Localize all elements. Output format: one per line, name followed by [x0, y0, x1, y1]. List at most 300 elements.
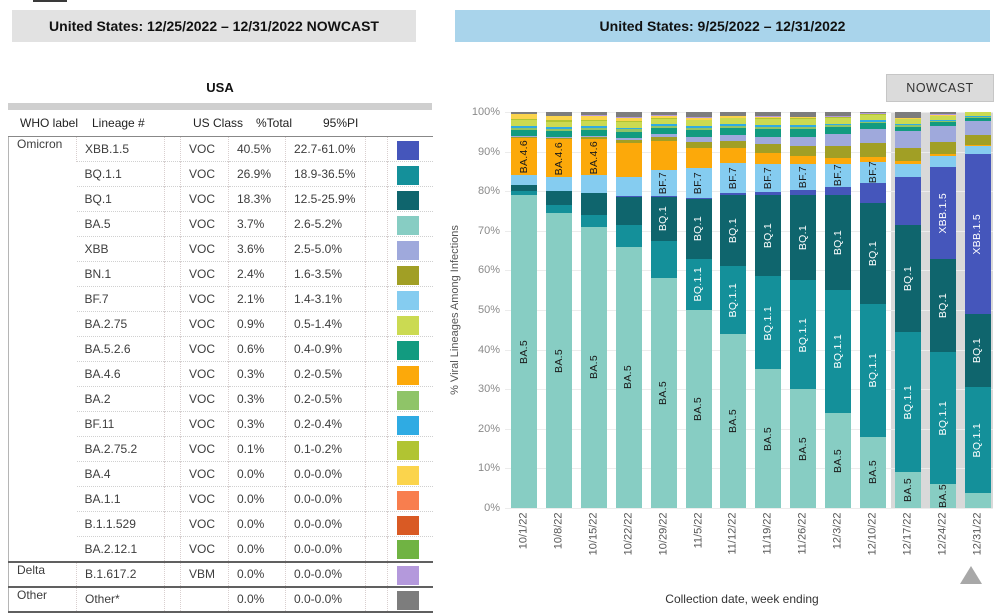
- pi-cell: 12.5-25.9%: [286, 187, 366, 212]
- total-cell: 0.0%: [229, 537, 286, 562]
- lineage-proportion-table: [8, 136, 432, 613]
- bar-segment-label: BA.5: [936, 484, 949, 509]
- swatch-cell: [388, 287, 433, 312]
- bar-segment[interactable]: [825, 127, 851, 134]
- bar-segment[interactable]: [755, 164, 781, 192]
- lineage-color-swatch: [397, 441, 419, 460]
- bar-segment[interactable]: [511, 195, 537, 508]
- chart-title: United States: 9/25/2022 – 12/31/2022: [455, 10, 990, 42]
- bar-segment-label: BQ.1.1: [727, 282, 740, 318]
- bar-segment[interactable]: [790, 146, 816, 156]
- chart-bar[interactable]: [686, 112, 712, 508]
- bar-segment[interactable]: [616, 247, 642, 508]
- bar-segment-label: BQ.1: [866, 241, 879, 267]
- bar-segment-label: BA.5: [762, 426, 775, 451]
- bar-segment[interactable]: [755, 276, 781, 369]
- bar-segment[interactable]: [686, 130, 712, 137]
- spacer-cell: [165, 537, 181, 562]
- bar-segment-label: BF.7: [866, 161, 879, 184]
- y-tick-label: 40%: [477, 343, 500, 356]
- lineage-color-swatch: [397, 191, 419, 210]
- lineage-color-swatch: [397, 166, 419, 185]
- pi-cell: 22.7-61.0%: [286, 137, 366, 162]
- y-tick-label: 10%: [477, 462, 500, 475]
- bar-segment-label: BA.5: [831, 448, 844, 473]
- spacer-cell: [165, 187, 181, 212]
- spacer-cell: [165, 437, 181, 462]
- lineage-color-swatch: [397, 516, 419, 535]
- swatch-cell: [388, 237, 433, 262]
- bar-segment-label: BF.7: [831, 164, 844, 187]
- bar-segment[interactable]: [930, 142, 956, 153]
- lineage-table-body: [9, 137, 433, 612]
- spacer-cell: [366, 562, 388, 587]
- col-header-class: US Class: [193, 116, 244, 130]
- us-class-cell: VOC: [181, 312, 229, 337]
- swatch-cell: [388, 387, 433, 412]
- total-cell: 0.1%: [229, 437, 286, 462]
- total-cell: 2.1%: [229, 287, 286, 312]
- lineage-color-swatch: [397, 291, 419, 310]
- bar-segment[interactable]: [755, 153, 781, 164]
- lineage-color-swatch: [397, 391, 419, 410]
- lineage-cell: BA.2.12.1: [77, 537, 165, 562]
- table-column-headers: [8, 114, 432, 136]
- bar-segment[interactable]: [720, 128, 746, 135]
- bar-segment-label: BQ.1: [727, 218, 740, 244]
- us-class-cell: VOC: [181, 487, 229, 512]
- bar-segment[interactable]: [581, 227, 607, 508]
- spacer-cell: [366, 387, 388, 412]
- spacer-cell: [165, 337, 181, 362]
- us-class-cell: VOC: [181, 437, 229, 462]
- bar-segment-label: BQ.1.1: [936, 400, 949, 436]
- total-cell: 18.3%: [229, 187, 286, 212]
- bar-segment[interactable]: [511, 175, 537, 185]
- bar-segment[interactable]: [755, 369, 781, 508]
- us-class-cell: VOC: [181, 537, 229, 562]
- bar-segment[interactable]: [895, 148, 921, 161]
- bar-segment[interactable]: [790, 156, 816, 164]
- total-cell: 26.9%: [229, 162, 286, 187]
- x-tick-label: 11/26/22: [796, 512, 809, 555]
- bar-segment-label: BQ.1: [657, 206, 670, 232]
- spacer-cell: [366, 412, 388, 437]
- bar-segment[interactable]: [930, 259, 956, 352]
- bar-segment[interactable]: [790, 129, 816, 137]
- bar-segment[interactable]: [825, 187, 851, 195]
- x-tick-label: 12/31/22: [971, 512, 984, 556]
- bar-segment[interactable]: [790, 389, 816, 508]
- x-axis-title: Collection date, week ending: [665, 592, 819, 606]
- us-class-cell: VOC: [181, 512, 229, 537]
- bar-segment[interactable]: [825, 164, 851, 188]
- bar-segment-label: BA.5: [727, 408, 740, 433]
- bar-segment[interactable]: [686, 199, 712, 258]
- total-cell: 3.6%: [229, 237, 286, 262]
- bar-segment[interactable]: [965, 146, 991, 154]
- lineage-color-swatch: [397, 416, 419, 435]
- bar-segment-label: BF.7: [762, 166, 775, 189]
- chart-bar[interactable]: [616, 112, 642, 508]
- bar-segment-label: BA.5: [657, 381, 670, 406]
- bar-segment[interactable]: [860, 129, 886, 142]
- bar-segment[interactable]: [616, 225, 642, 247]
- lineage-color-swatch: [397, 466, 419, 485]
- us-class-cell: VOC: [181, 162, 229, 187]
- pi-cell: 1.6-3.5%: [286, 262, 366, 287]
- bar-segment[interactable]: [581, 193, 607, 215]
- lineage-color-swatch: [397, 316, 419, 335]
- x-tick-label: 12/10/22: [866, 512, 879, 556]
- bar-segment-label: XBB.1.5: [936, 192, 949, 234]
- bar-segment-label: BF.7: [657, 172, 670, 195]
- bar-segment[interactable]: [860, 143, 886, 157]
- pi-cell: 2.5-5.0%: [286, 237, 366, 262]
- chart-bar[interactable]: [651, 112, 677, 508]
- total-cell: 0.0%: [229, 587, 286, 612]
- pi-cell: 0.1-0.2%: [286, 437, 366, 462]
- lineage-cell: BF.11: [77, 412, 165, 437]
- us-class-cell: VOC: [181, 362, 229, 387]
- chart-bar[interactable]: [720, 112, 746, 508]
- x-tick-label: 10/8/22: [552, 512, 565, 550]
- lineage-cell: BA.4.6: [77, 362, 165, 387]
- bar-segment[interactable]: [686, 310, 712, 508]
- us-class-cell: VOC: [181, 187, 229, 212]
- bar-segment-label: BQ.1: [692, 216, 705, 242]
- lineage-color-swatch: [397, 566, 419, 585]
- bar-segment-label: BA.4.6: [587, 140, 600, 174]
- bar-segment-label: BA.5: [901, 478, 914, 503]
- x-tick-label: 10/22/22: [622, 512, 635, 556]
- bar-segment-label: BF.7: [692, 171, 705, 194]
- spacer-cell: [165, 262, 181, 287]
- y-tick-label: 80%: [477, 185, 500, 198]
- bar-segment[interactable]: [720, 266, 746, 333]
- x-tick-label: 10/1/22: [517, 512, 530, 550]
- bar-segment[interactable]: [860, 203, 886, 304]
- chart-bar[interactable]: [895, 112, 921, 508]
- swatch-cell: [388, 362, 433, 387]
- bar-segment[interactable]: [546, 177, 572, 191]
- lineage-cell: BA.2.75: [77, 312, 165, 337]
- pi-cell: 1.4-3.1%: [286, 287, 366, 312]
- chart-bar[interactable]: [755, 112, 781, 508]
- bar-segment-label: BA.4.6: [517, 139, 530, 174]
- us-class-cell: VOC: [181, 412, 229, 437]
- spacer-cell: [165, 387, 181, 412]
- lineage-cell: B.1.1.529: [77, 512, 165, 537]
- pi-cell: 0.2-0.4%: [286, 412, 366, 437]
- spacer-cell: [366, 437, 388, 462]
- y-tick-label: 30%: [477, 383, 500, 396]
- swatch-cell: [388, 537, 433, 562]
- x-tick-label: 11/19/22: [761, 512, 774, 555]
- pi-cell: 0.4-0.9%: [286, 337, 366, 362]
- bar-segment-label: BQ.1.1: [762, 305, 775, 341]
- spacer-cell: [165, 212, 181, 237]
- x-tick-label: 10/15/22: [587, 512, 600, 556]
- bar-segment-label: BQ.1.1: [692, 267, 705, 302]
- bar-segment[interactable]: [790, 137, 816, 147]
- bar-segment-label: BF.7: [727, 166, 740, 190]
- bar-segment[interactable]: [860, 304, 886, 437]
- bar-segment[interactable]: [546, 139, 572, 177]
- spacer-cell: [165, 237, 181, 262]
- lineage-color-swatch: [397, 241, 419, 260]
- chart-bar[interactable]: [825, 112, 851, 508]
- lineage-cell: BA.5: [77, 212, 165, 237]
- spacer-cell: [366, 237, 388, 262]
- bar-segment-label: XBB.1.5: [971, 213, 984, 255]
- bar-segment[interactable]: [930, 126, 956, 142]
- x-tick-label: 11/12/22: [726, 512, 739, 555]
- x-tick-label: 11/5/22: [692, 512, 704, 549]
- lineage-cell: XBB.1.5: [77, 137, 165, 162]
- nowcast-button[interactable]: NOWCAST: [886, 74, 994, 102]
- spacer-cell: [366, 537, 388, 562]
- bar-segment[interactable]: [930, 352, 956, 485]
- bar-segment-label: BA.5: [692, 397, 705, 421]
- window-edge-artifact: [33, 0, 67, 2]
- pi-cell: 0.0-0.0%: [286, 587, 366, 612]
- spacer-cell: [165, 487, 181, 512]
- bar-segment[interactable]: [546, 191, 572, 205]
- spacer-cell: [366, 462, 388, 487]
- y-tick-label: 70%: [477, 224, 500, 237]
- table-top-divider: [8, 103, 432, 110]
- bar-segment-label: BQ.1: [936, 292, 949, 318]
- bar-segment[interactable]: [965, 493, 991, 508]
- bar-segment-label: BA.5: [552, 348, 565, 373]
- bar-segment[interactable]: [616, 177, 642, 197]
- table-row: [9, 137, 433, 162]
- bar-segment[interactable]: [895, 225, 921, 332]
- bar-segment-label: BQ.1.1: [901, 384, 914, 420]
- bar-segment-label: BA.5: [796, 436, 809, 461]
- x-tick-label: 12/3/22: [831, 512, 844, 550]
- bar-segment[interactable]: [790, 280, 816, 389]
- x-tick-label: 10/29/22: [657, 512, 670, 556]
- spacer-cell: [165, 462, 181, 487]
- chart-bar[interactable]: [511, 112, 537, 508]
- lineage-color-swatch: [397, 341, 419, 360]
- bar-segment[interactable]: [825, 290, 851, 413]
- swatch-cell: [388, 137, 433, 162]
- who-label-cell: Delta: [9, 562, 77, 587]
- bar-segment[interactable]: [720, 195, 746, 266]
- who-label-cell: Other: [9, 587, 77, 612]
- bar-segment-label: BQ.1.1: [971, 422, 984, 458]
- bar-segment[interactable]: [825, 146, 851, 158]
- total-cell: 3.7%: [229, 212, 286, 237]
- bar-segment[interactable]: [755, 129, 781, 137]
- y-tick-label: 20%: [477, 422, 500, 435]
- bar-segment[interactable]: [965, 154, 991, 314]
- bar-segment[interactable]: [930, 167, 956, 258]
- bar-segment[interactable]: [895, 332, 921, 473]
- nowcast-table-title: United States: 12/25/2022 – 12/31/2022 NOWCAST: [12, 10, 416, 42]
- lineage-color-swatch: [397, 216, 419, 235]
- spacer-cell: [366, 487, 388, 512]
- spacer-cell: [366, 587, 388, 612]
- total-cell: 0.3%: [229, 412, 286, 437]
- bar-segment[interactable]: [651, 278, 677, 508]
- y-tick-label: 90%: [477, 145, 500, 158]
- swatch-cell: [388, 462, 433, 487]
- swatch-cell: [388, 437, 433, 462]
- total-cell: 0.0%: [229, 562, 286, 587]
- lineage-cell: BA.2.75.2: [77, 437, 165, 462]
- pi-cell: 0.0-0.0%: [286, 462, 366, 487]
- bar-segment[interactable]: [755, 195, 781, 276]
- total-cell: 0.9%: [229, 312, 286, 337]
- pi-cell: 0.0-0.0%: [286, 512, 366, 537]
- bar-segment[interactable]: [546, 213, 572, 508]
- col-header-pi: 95%PI: [323, 116, 359, 130]
- swatch-cell: [388, 187, 433, 212]
- bar-segment[interactable]: [616, 197, 642, 225]
- bar-segment[interactable]: [581, 139, 607, 175]
- spacer-cell: [366, 212, 388, 237]
- swatch-cell: [388, 412, 433, 437]
- lineage-cell: BA.1.1: [77, 487, 165, 512]
- bar-segment[interactable]: [965, 135, 991, 145]
- bar-segment[interactable]: [686, 148, 712, 168]
- bar-segment[interactable]: [965, 314, 991, 386]
- bar-segment[interactable]: [825, 413, 851, 508]
- bar-segment[interactable]: [755, 144, 781, 153]
- bar-segment-label: BA.5: [517, 339, 530, 364]
- pi-cell: 18.9-36.5%: [286, 162, 366, 187]
- total-cell: 0.0%: [229, 487, 286, 512]
- bar-segment[interactable]: [720, 148, 746, 163]
- bar-segment[interactable]: [825, 134, 851, 146]
- lineage-cell: B.1.617.2: [77, 562, 165, 587]
- pi-cell: 0.0-0.0%: [286, 537, 366, 562]
- bar-segment[interactable]: [860, 437, 886, 508]
- swatch-cell: [388, 312, 433, 337]
- bar-segment[interactable]: [825, 195, 851, 290]
- us-class-cell: VOC: [181, 137, 229, 162]
- y-tick-label: 50%: [477, 304, 500, 316]
- bar-segment-label: BQ.1: [901, 265, 914, 291]
- chart-bar[interactable]: [581, 112, 607, 508]
- us-class-cell: VOC: [181, 212, 229, 237]
- spacer-cell: [165, 137, 181, 162]
- bar-segment[interactable]: [651, 170, 677, 196]
- bar-segment[interactable]: [651, 197, 677, 241]
- bar-segment-label: BQ.1: [831, 230, 844, 256]
- bar-segment[interactable]: [965, 387, 991, 494]
- bar-segment[interactable]: [511, 138, 537, 176]
- bar-segment[interactable]: [581, 215, 607, 227]
- us-class-cell: VOC: [181, 337, 229, 362]
- bar-segment[interactable]: [546, 205, 572, 213]
- bar-segment[interactable]: [686, 168, 712, 198]
- bar-segment[interactable]: [581, 175, 607, 193]
- bar-segment-label: BQ.1.1: [866, 353, 879, 388]
- bar-segment[interactable]: [860, 162, 886, 184]
- bar-segment[interactable]: [720, 141, 746, 148]
- spacer-cell: [366, 312, 388, 337]
- swatch-cell: [388, 337, 433, 362]
- pi-cell: 0.0-0.0%: [286, 562, 366, 587]
- bar-segment[interactable]: [755, 137, 781, 145]
- us-class-cell: VOC: [181, 287, 229, 312]
- lineage-cell: BQ.1: [77, 187, 165, 212]
- lineage-cell: BF.7: [77, 287, 165, 312]
- bar-segment[interactable]: [860, 183, 886, 203]
- bar-segment[interactable]: [616, 143, 642, 177]
- bar-segment[interactable]: [930, 156, 956, 168]
- bar-segment[interactable]: [651, 241, 677, 279]
- lineage-cell: BN.1: [77, 262, 165, 287]
- spacer-cell: [366, 137, 388, 162]
- total-cell: 0.3%: [229, 387, 286, 412]
- bar-segment-label: BQ.1: [762, 223, 775, 249]
- lineage-color-swatch: [397, 591, 419, 610]
- chart-bar[interactable]: [930, 112, 956, 508]
- swatch-cell: [388, 262, 433, 287]
- total-cell: 0.6%: [229, 337, 286, 362]
- table-row: [9, 587, 433, 612]
- swatch-cell: [388, 587, 433, 612]
- y-tick-label: 60%: [477, 264, 500, 277]
- bar-segment[interactable]: [720, 334, 746, 508]
- x-tick-label: 12/17/22: [901, 512, 914, 556]
- stacked-bar-plot: [505, 112, 993, 508]
- bar-segment-label: BQ.1.1: [831, 334, 844, 369]
- bar-segment[interactable]: [965, 121, 991, 135]
- chart-bar[interactable]: [546, 112, 572, 508]
- col-header-total: %Total: [256, 116, 293, 130]
- col-header-lineage: Lineage #: [92, 116, 145, 130]
- bar-segment-label: BF.7: [796, 166, 809, 189]
- bar-segment-label: BA.5: [622, 365, 635, 390]
- swatch-cell: [388, 162, 433, 187]
- bar-segment[interactable]: [930, 484, 956, 508]
- chart-bar[interactable]: [790, 112, 816, 508]
- bar-segment[interactable]: [686, 259, 712, 310]
- y-axis-ticks: [450, 106, 500, 514]
- bar-segment[interactable]: [895, 472, 921, 508]
- col-header-who: WHO label: [20, 116, 79, 130]
- lineage-cell: XBB: [77, 237, 165, 262]
- us-class-cell: VOC: [181, 387, 229, 412]
- bar-segment[interactable]: [895, 131, 921, 148]
- bar-segment-label: BA.4.6: [552, 141, 565, 175]
- chart-bar[interactable]: [965, 112, 991, 508]
- bar-segment[interactable]: [895, 164, 921, 178]
- swatch-cell: [388, 512, 433, 537]
- table-row: [9, 562, 433, 587]
- bar-segment[interactable]: [720, 163, 746, 193]
- lineage-cell: BA.4: [77, 462, 165, 487]
- total-cell: 40.5%: [229, 137, 286, 162]
- bar-segment[interactable]: [651, 141, 677, 171]
- bar-segment-label: BQ.1.1: [796, 317, 809, 352]
- bar-segment[interactable]: [895, 177, 921, 225]
- chart-bar[interactable]: [860, 112, 886, 508]
- bar-segment[interactable]: [790, 195, 816, 280]
- bar-segment[interactable]: [790, 164, 816, 190]
- swatch-cell: [388, 212, 433, 237]
- pi-cell: 0.2-0.5%: [286, 362, 366, 387]
- y-tick-label: 0%: [484, 502, 500, 514]
- total-cell: 0.0%: [229, 512, 286, 537]
